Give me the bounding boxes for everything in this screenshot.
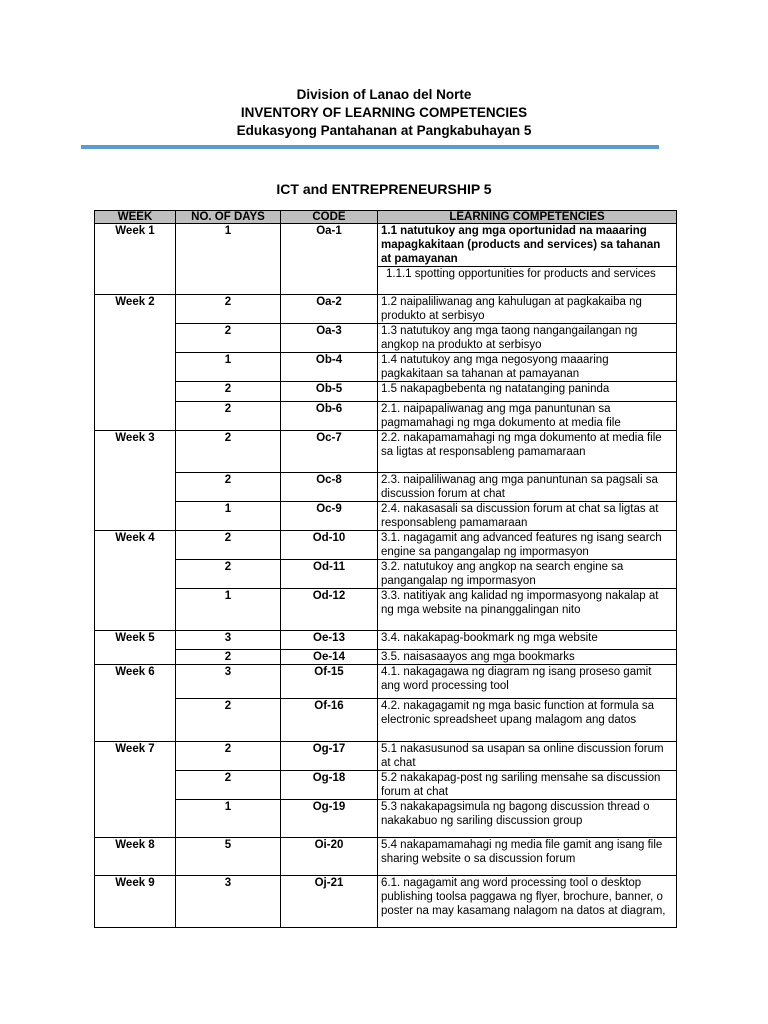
table-row [95,838,677,876]
code-cell: Od-12 [281,589,378,631]
table-row [95,589,677,631]
code-cell: Ob-6 [281,402,378,431]
code-cell: Og-17 [281,742,378,771]
competency-cell: 1.1 natutukoy ang mga oportunidad na maaaring mapagkakitaan (products and services) sa tahanan at pamayanan [378,224,677,267]
document-title: INVENTORY OF LEARNING COMPETENCIES [240,105,528,120]
competency-cell: 1.5 nakapagbebenta ng natatanging paninda [378,382,677,402]
week-cell [95,473,176,502]
competency-cell: 4.1. nakagagawa ng diagram ng isang proseso gamit ang word processing tool [378,665,677,699]
week-cell [95,353,176,382]
table-row [95,560,677,589]
days-cell: 2 [176,650,281,665]
days-cell: 2 [176,560,281,589]
code-cell [281,267,378,295]
table-row [95,876,677,928]
days-cell: 5 [176,838,281,876]
week-cell [95,502,176,531]
week-cell [95,267,176,295]
competency-cell: 1.3 natutukoy ang mga taong nangangailangan ng angkop na produkto at serbisyo [378,324,677,353]
table-row [95,224,677,267]
header-rule [81,145,659,149]
days-cell: 2 [176,295,281,324]
days-cell: 2 [176,382,281,402]
table-row [95,382,677,402]
week-cell: Week 2 [95,295,176,324]
code-cell: Of-16 [281,699,378,742]
competency-cell: 2.2. nakapamamahagi ng mga dokumento at media file sa ligtas at responsableng pamamaraan [378,431,677,473]
table-row [95,431,677,473]
table-row [95,502,677,531]
competency-cell: 3.4. nakakapag-bookmark ng mga website [378,631,677,650]
code-cell: Oc-9 [281,502,378,531]
days-cell: 2 [176,402,281,431]
competency-cell: 2.4. nakasasali sa discussion forum at chat sa ligtas at responsableng pamamaraan [378,502,677,531]
column-header-code: CODE [281,211,378,224]
days-cell: 2 [176,531,281,560]
table-row [95,699,677,742]
competency-cell: 2.1. naipapaliwanag ang mga panuntunan sa pagmamahagi ng mga dokumento at media file [378,402,677,431]
days-cell: 2 [176,324,281,353]
week-cell: Week 1 [95,224,176,267]
competency-cell: 1.2 naipaliliwanag ang kahulugan at pagkakaiba ng produkto at serbisyo [378,295,677,324]
column-header-competencies: LEARNING COMPETENCIES [378,211,677,224]
competency-cell: 5.2 nakakapag-post ng sariling mensahe sa discussion forum at chat [378,771,677,800]
code-cell: Of-15 [281,665,378,699]
days-cell: 3 [176,665,281,699]
days-cell: 3 [176,631,281,650]
table-row [95,771,677,800]
week-cell: Week 7 [95,742,176,771]
week-cell: Week 9 [95,876,176,928]
week-cell [95,402,176,431]
days-cell: 1 [176,502,281,531]
week-cell: Week 4 [95,531,176,560]
code-cell: Ob-5 [281,382,378,402]
code-cell: Od-11 [281,560,378,589]
days-cell [176,267,281,295]
days-cell: 2 [176,742,281,771]
competency-cell: 5.3 nakakapagsimula ng bagong discussion thread o nakakabuo ng sariling discussion group [378,800,677,838]
table-header-row [95,211,677,224]
table-body [95,224,677,928]
table-row [95,353,677,382]
week-cell [95,560,176,589]
competency-cell: 6.1. nagagamit ang word processing tool o desktop publishing toolsa paggawa ng flyer, brochure, banner, o poster na may kasamang nalagom na datos at diagram, [378,876,677,928]
week-cell [95,800,176,838]
competency-cell: 5.4 nakapamamahagi ng media file gamit ang isang file sharing website o sa discussion forum [378,838,677,876]
code-cell: Og-19 [281,800,378,838]
code-cell: Ob-4 [281,353,378,382]
week-cell: Week 3 [95,431,176,473]
table-row [95,800,677,838]
code-cell: Oa-3 [281,324,378,353]
competency-cell: 1.1.1 spotting opportunities for products and services [378,267,677,295]
week-cell: Week 5 [95,631,176,650]
table-row [95,324,677,353]
table-row [95,665,677,699]
competency-cell: 3.2. natutukoy ang angkop na search engine sa pangangalap ng impormasyon [378,560,677,589]
competency-cell: 3.3. natitiyak ang kalidad ng impormasyong nakalap at ng mga website na pinanggalingan nito [378,589,677,631]
section-title: ICT and ENTREPRENEURSHIP 5 [276,181,492,197]
division-title: Division of Lanao del Norte [296,87,472,102]
subject-title: Edukasyong Pantahanan at Pangkabuhayan 5 [236,123,532,138]
competency-cell: 3.5. naisasaayos ang mga bookmarks [378,650,677,665]
table-row [95,402,677,431]
days-cell: 1 [176,800,281,838]
days-cell: 1 [176,353,281,382]
week-cell: Week 6 [95,665,176,699]
competency-cell: 2.3. naipaliliwanag ang mga panuntunan sa pagsali sa discussion forum at chat [378,473,677,502]
table-row [95,742,677,771]
week-cell [95,324,176,353]
competency-cell: 5.1 nakasusunod sa usapan sa online discussion forum at chat [378,742,677,771]
competencies-table [94,210,677,928]
week-cell [95,699,176,742]
code-cell: Oc-7 [281,431,378,473]
competency-cell: 1.4 natutukoy ang mga negosyong maaaring pagkakitaan sa tahanan at pamayanan [378,353,677,382]
days-cell: 2 [176,771,281,800]
column-header-week: WEEK [95,211,176,224]
code-cell: Og-18 [281,771,378,800]
code-cell: Oi-20 [281,838,378,876]
days-cell: 2 [176,473,281,502]
code-cell: Od-10 [281,531,378,560]
column-header-days: NO. OF DAYS [176,211,281,224]
code-cell: Oa-1 [281,224,378,267]
code-cell: Oj-21 [281,876,378,928]
code-cell: Oe-14 [281,650,378,665]
week-cell [95,382,176,402]
competency-cell: 4.2. nakagagamit ng mga basic function at formula sa electronic spreadsheet upang malagom ang datos [378,699,677,742]
days-cell: 3 [176,876,281,928]
week-cell [95,650,176,665]
table-row [95,531,677,560]
days-cell: 2 [176,699,281,742]
week-cell: Week 8 [95,838,176,876]
days-cell: 2 [176,431,281,473]
code-cell: Oa-2 [281,295,378,324]
code-cell: Oc-8 [281,473,378,502]
week-cell [95,771,176,800]
table-row [95,650,677,665]
days-cell: 1 [176,589,281,631]
table-row [95,295,677,324]
competency-cell: 3.1. nagagamit ang advanced features ng isang search engine sa pangangalap ng impormasyon [378,531,677,560]
table-row [95,631,677,650]
table-row [95,267,677,295]
week-cell [95,589,176,631]
table-row [95,473,677,502]
days-cell: 1 [176,224,281,267]
code-cell: Oe-13 [281,631,378,650]
